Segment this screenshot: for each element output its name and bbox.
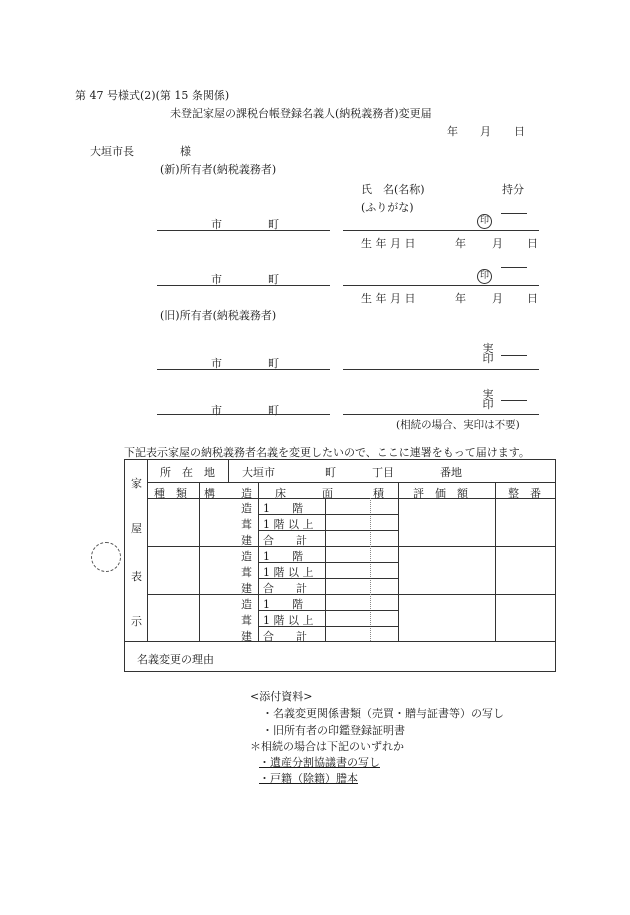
location-cho[interactable]: 町: [325, 466, 336, 479]
col-area-end: [398, 482, 399, 641]
attachment-item: ・遺産分割協議書の写し: [259, 756, 380, 769]
birth-day-1: 日: [527, 237, 538, 250]
side-label-ji: 示: [131, 615, 142, 628]
old-owner-1-shi: 市: [211, 357, 222, 370]
birth-label-1: 生 年 月 日: [361, 237, 416, 250]
addressee-sama: 様: [180, 145, 191, 158]
stamp-circle: [91, 542, 121, 572]
header-kind: 種 類: [154, 487, 187, 500]
struct-fuki: 葺: [241, 518, 252, 531]
in-char: 印: [482, 398, 494, 411]
attachment-item: ・旧所有者の印鑑登録証明書: [262, 724, 405, 737]
new-owner-1-shi: 市: [211, 218, 222, 231]
new-owner-2-name-line[interactable]: [343, 285, 539, 286]
new-owner-2-shi: 市: [211, 273, 222, 286]
header-men: 面: [322, 487, 333, 500]
name-label: 氏 名(名称): [361, 183, 425, 196]
struct-zou: 造: [241, 550, 252, 563]
floor-total: 合 計: [263, 630, 307, 643]
birth-month-1: 月: [492, 237, 503, 250]
jitsuin-line[interactable]: [501, 355, 527, 356]
side-label-oku: 屋: [131, 522, 142, 535]
attachment-item: ・名義変更関係書類（売買・贈与証書等）の写し: [262, 707, 504, 720]
side-label-hyo: 表: [131, 570, 142, 583]
header-seki: 積: [373, 487, 384, 500]
old-owner-1-name-line[interactable]: [343, 369, 539, 370]
jitsuin-line[interactable]: [501, 400, 527, 401]
form-number: 第 47 号様式(2)(第 15 条関係): [75, 89, 230, 102]
share-line[interactable]: [501, 267, 527, 268]
header-zou: 造: [241, 487, 252, 500]
jitsuin-label-2: [482, 390, 494, 410]
birth-year-2: 年: [455, 292, 466, 305]
new-owner-2-cho: 町: [268, 273, 279, 286]
old-owner-2-address-line[interactable]: [157, 414, 330, 415]
inheritance-note: (相続の場合、実印は不要): [396, 419, 520, 431]
header-number: 整 番: [508, 487, 541, 500]
floor-above-1: 1 階 以 上: [263, 566, 314, 579]
header-valuation: 評 価 額: [413, 487, 468, 500]
date-day[interactable]: 日: [514, 125, 525, 138]
floor-1: 1 階: [263, 550, 303, 563]
birth-day-2: 日: [527, 292, 538, 305]
birth-year-1: 年: [455, 237, 466, 250]
in-char: 印: [482, 352, 494, 365]
location-city: 大垣市: [242, 466, 275, 479]
birth-month-2: 月: [492, 292, 503, 305]
old-owner-heading: (旧)所有者(納税義務者): [160, 309, 277, 322]
seal-icon: 印: [477, 269, 492, 284]
struct-zou: 造: [241, 502, 252, 515]
share-line[interactable]: [501, 213, 527, 214]
jitsu-char: 実: [482, 388, 494, 401]
attachment-item: ・戸籍（除籍）謄本: [259, 772, 358, 785]
jitsu-char: 実: [482, 342, 494, 355]
location-banchi[interactable]: 番地: [440, 466, 462, 479]
struct-ken: 建: [241, 582, 252, 595]
floor-above-1: 1 階 以 上: [263, 518, 314, 531]
floor-total: 合 計: [263, 534, 307, 547]
floor-total: 合 計: [263, 582, 307, 595]
old-owner-1-address-line[interactable]: [157, 369, 330, 370]
furigana-label: (ふりがな): [361, 201, 414, 214]
jitsuin-label-1: [482, 344, 494, 364]
struct-fuki: 葺: [241, 614, 252, 627]
location-divider: [228, 459, 229, 482]
new-owner-2-address-line[interactable]: [157, 285, 330, 286]
floor-above-1: 1 階 以 上: [263, 614, 314, 627]
struct-zou: 造: [241, 598, 252, 611]
header-structure: 構: [204, 487, 215, 500]
old-owner-2-cho: 町: [268, 404, 279, 417]
col-value-end: [495, 482, 496, 641]
birth-label-2: 生 年 月 日: [361, 292, 416, 305]
side-col-divider: [147, 459, 148, 641]
old-owner-2-shi: 市: [211, 404, 222, 417]
attachment-item: ＊相続の場合は下記のいずれか: [250, 740, 404, 753]
new-owner-1-address-line[interactable]: [157, 230, 330, 231]
date-month[interactable]: 月: [480, 125, 491, 138]
share-label: 持分: [502, 183, 524, 196]
side-label-ka: 家: [131, 477, 142, 490]
floor-area-dotted: [370, 498, 371, 641]
form-title: 未登記家屋の課税台帳登録名義人(納税義務者)変更届: [170, 107, 432, 120]
old-owner-2-name-line[interactable]: [343, 414, 539, 415]
new-owner-1-cho: 町: [268, 218, 279, 231]
reason-row-top: [124, 641, 556, 642]
col-floorlabel-end: [325, 498, 326, 641]
floor-1: 1 階: [263, 598, 303, 611]
col-kind-end: [199, 482, 200, 641]
new-owner-1-name-line[interactable]: [343, 230, 539, 231]
seal-icon: 印: [477, 214, 492, 229]
location-label: 所 在 地: [160, 466, 215, 479]
statement: 下記表示家屋の納税義務者名義を変更したいので、ここに連署をもって届けます。: [124, 446, 530, 459]
struct-ken: 建: [241, 534, 252, 547]
reason-label: 名義変更の理由: [137, 653, 214, 666]
attachments-heading: <添付資料>: [250, 690, 313, 703]
floor-1: 1 階: [263, 502, 303, 515]
old-owner-1-cho: 町: [268, 357, 279, 370]
date-year[interactable]: 年: [447, 125, 458, 138]
addressee-city: 大垣市長: [90, 145, 134, 158]
struct-fuki: 葺: [241, 566, 252, 579]
header-floor: 床: [275, 487, 286, 500]
struct-ken: 建: [241, 630, 252, 643]
location-chome[interactable]: 丁目: [372, 466, 394, 479]
new-owner-heading: (新)所有者(納税義務者): [160, 163, 277, 176]
